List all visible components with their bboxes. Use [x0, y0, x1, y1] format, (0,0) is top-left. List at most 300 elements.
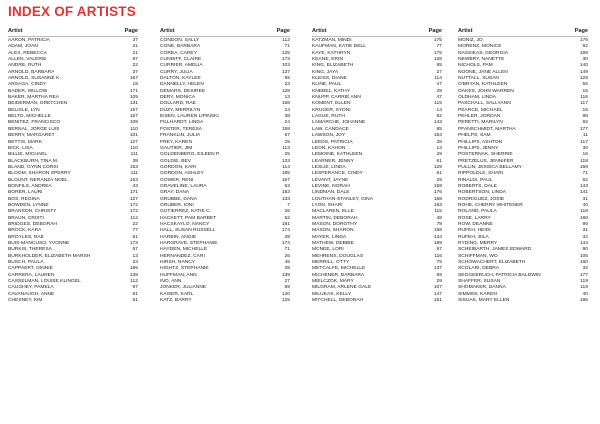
artist-name: BRANSON, CHRISTY — [8, 209, 57, 215]
artist-name: DUZY, MERRILYN — [160, 107, 201, 113]
artist-name: LEON, KAHON — [312, 145, 346, 151]
artist-name: GORDON, ASHLEY — [160, 171, 204, 177]
page-number: 19 — [132, 82, 138, 88]
page-number: 61 — [436, 171, 442, 177]
artist-name: BICK, LISA — [8, 145, 33, 151]
artist-name: ADAM, JOAN — [8, 44, 38, 50]
page-number: 173 — [129, 241, 138, 246]
artist-name: MASON, SHARON — [312, 228, 354, 234]
artist-name: NASSIKAS, GEORGIA — [458, 50, 509, 56]
artist-name: KAUFMAN, KATIE DELL — [312, 44, 366, 50]
page-number: 51 — [132, 234, 138, 240]
page-number: 7 — [287, 202, 290, 208]
page-number: 141 — [579, 190, 588, 196]
artist-name: MARTIN, DEBORAH — [312, 215, 358, 221]
page-number: 139 — [281, 272, 290, 278]
page-number: 16 — [582, 152, 588, 158]
page-number: 63 — [284, 183, 290, 189]
artist-name: MAYER, LINDA — [312, 234, 347, 240]
artist-name: RUFEH, JIILA — [458, 234, 489, 240]
artist-name: KNEBEL, KATHY — [312, 88, 350, 94]
artist-name: MORENZ, MONICE — [458, 44, 502, 50]
page-number: 181 — [281, 221, 290, 227]
page-number: 116 — [434, 253, 442, 259]
page-number: 26 — [284, 253, 290, 259]
page-number: 140 — [281, 291, 290, 297]
page-number: 14 — [436, 145, 442, 151]
artist-name: GRAY, DANA — [160, 190, 190, 196]
artist-name: ALLEN, VALERIE — [8, 57, 47, 63]
page-number: 140 — [579, 63, 588, 69]
artist-name: BETTIS, MARK — [8, 139, 42, 145]
artist-name: PEARCE, MICHAEL — [458, 107, 503, 113]
artist-name: GRAVELINE, LAURA — [160, 183, 207, 189]
page-number: 128 — [281, 88, 290, 94]
page-number: 186 — [579, 298, 588, 304]
artist-name: BENITEZ, FRANCISCO — [8, 120, 61, 126]
page-number: 110 — [130, 145, 138, 151]
artist-name: ROSE, LARRY — [458, 215, 491, 221]
artist-name: PASCHALL, SALLYANN — [458, 101, 511, 107]
artist-name: SCHEIBARTH, JAMES EDWARD — [458, 247, 532, 253]
artist-name: KLINE, PAUL — [312, 82, 342, 88]
page-number: 110 — [130, 126, 138, 132]
column-header — [458, 27, 588, 37]
page-number: 158 — [281, 126, 290, 132]
page-number: 51 — [132, 298, 138, 304]
artist-name: BUIS-MANCUSO, YVONNE — [8, 241, 70, 246]
page-number: 28 — [436, 139, 442, 145]
artist-name: BADER, WILLOW — [8, 88, 48, 94]
artist-name: SHOMAKER, DANNA — [458, 285, 506, 291]
artist-name: BOWDEN, LYNNE — [8, 202, 49, 208]
artist-name: CUNDIFF, CLAIRE — [160, 57, 202, 63]
page-number: 29 — [436, 177, 442, 183]
page-title: INDEX OF ARTISTS — [8, 4, 136, 19]
artist-name: CAPPAERT, GINNIE — [8, 266, 53, 272]
page-number: 157 — [129, 107, 138, 113]
artist-name: METCALFE, MICHELLE — [312, 266, 366, 272]
artist-name: DALTON, KAYLEE — [160, 76, 201, 82]
page-number: 87 — [132, 57, 138, 63]
page-number: 158 — [281, 101, 290, 107]
page-number: 77 — [436, 44, 442, 50]
artist-name: HALL, SUSAN RUSSELL — [160, 228, 216, 234]
page-number: 172 — [129, 202, 138, 208]
artist-name: ROBERTS, DALE — [458, 183, 498, 189]
artist-name: CURRY, JULIA — [160, 69, 193, 75]
artist-name: PULLIN, JESSICA BELLAMY — [458, 164, 522, 170]
page-number: 28 — [436, 88, 442, 94]
page-number: 114 — [282, 164, 290, 170]
page-number: 174 — [281, 241, 290, 246]
page-number: 26 — [284, 209, 290, 215]
page-number: 174 — [281, 228, 290, 234]
page-number: 112 — [130, 215, 138, 221]
page-number: 77 — [132, 228, 138, 234]
artist-name: ROHE, CHERRY WHITENER — [458, 202, 523, 208]
artist-name: LYON, SHARI — [312, 202, 343, 208]
artist-name: MIELCZOK, MARY — [312, 279, 354, 285]
index-entry — [160, 298, 290, 304]
page-number: 29 — [436, 152, 442, 158]
artist-name: ALEX, REBECCA — [8, 50, 47, 56]
page-number: 38 — [284, 114, 290, 120]
page-number: 113 — [282, 38, 290, 43]
page-number: 176 — [433, 190, 442, 196]
artist-name: BLOOM, SHARON SPERRY — [8, 171, 71, 177]
artist-name: NUTTALL, SUSAN — [458, 76, 499, 82]
page-number: 47 — [436, 82, 442, 88]
artist-header-label: Artist — [8, 28, 23, 34]
artist-name: KING, ELIZABETH — [312, 63, 354, 69]
page-number: 167 — [281, 177, 290, 183]
page-header-label: Page — [124, 28, 138, 34]
page-number: 160 — [579, 215, 588, 221]
artist-name: ARNOLD, SUSANNE K. — [8, 76, 61, 82]
artist-name: BELISLE, LYN — [8, 107, 40, 113]
index-column — [8, 27, 138, 304]
page-number: 111 — [130, 152, 138, 158]
artist-name: ROBERTSON, LINDA — [458, 190, 507, 196]
artist-name: JONKER, JULIANNE — [160, 285, 207, 291]
page-number: 157 — [129, 114, 138, 120]
artist-name: MASON, DOROTHY — [312, 221, 358, 227]
page-number: 32 — [582, 234, 588, 240]
page-number: 175 — [433, 38, 442, 43]
artist-name: LEARNER, JENNY — [312, 158, 354, 164]
page-number: 37 — [132, 38, 138, 43]
artist-name: PEHLER, JORDAN — [458, 114, 501, 120]
page-number: 75 — [436, 260, 442, 266]
page-number: 38 — [132, 158, 138, 164]
artist-name: MATHEW, DEBBIE — [312, 241, 354, 246]
page-number: 22 — [132, 221, 138, 227]
page-number: 52 — [284, 215, 290, 221]
page-number: 15 — [582, 88, 588, 94]
page-number: 23 — [132, 260, 138, 266]
page-number: 163 — [433, 202, 442, 208]
artist-name: ROW, DEANNE — [458, 221, 493, 227]
page-number: 159 — [433, 183, 442, 189]
page-number: 24 — [284, 120, 290, 126]
page-number: 57 — [132, 247, 138, 253]
page-number: 125 — [281, 298, 290, 304]
page-header-label: Page — [574, 28, 588, 34]
page-number: 48 — [436, 215, 442, 221]
page-number: 13 — [284, 95, 290, 101]
index-entry — [8, 298, 138, 304]
page-number: 171 — [129, 190, 138, 196]
column-header — [160, 27, 290, 37]
page-number: 24 — [284, 107, 290, 113]
artist-name: CAVANAUGH, ANNE — [8, 291, 55, 297]
page-number: 109 — [129, 120, 138, 126]
page-number: 117 — [580, 101, 588, 107]
artist-name: SIMMSS, KAREN — [458, 291, 497, 297]
page-number: 137 — [281, 69, 290, 75]
artist-name: BONFILS, ANDREA — [8, 183, 52, 189]
artist-name: SISUAK, MARY ELLEN — [458, 298, 510, 304]
artist-header-label: Artist — [160, 28, 175, 34]
artist-name: RINALDI, PAUL — [458, 177, 493, 183]
artist-name: KAISER, KARL — [160, 291, 194, 297]
artist-name: CURRIER, AMELIA — [160, 63, 203, 69]
artist-name: LAMARCHE, JOHANNE — [312, 120, 366, 126]
page-number: 82 — [436, 114, 442, 120]
page-number: 103 — [281, 63, 290, 69]
page-number: 153 — [129, 164, 138, 170]
page-number: 151 — [433, 298, 442, 304]
artist-name: GAUTIER, JIM — [160, 145, 193, 151]
page-number: 85 — [436, 126, 442, 132]
page-number: 134 — [433, 234, 442, 240]
page-number: 15 — [582, 107, 588, 113]
artist-name: KAYE, KATHRYN — [312, 50, 351, 56]
artist-name: BURKIS, THERESA — [8, 247, 52, 253]
artist-name: HUFFMAN, ANN — [160, 272, 197, 278]
artist-name: BUSCH, PAULA — [8, 260, 44, 266]
artist-name: HACKETT, PAM BARBET — [160, 215, 217, 221]
page-number: 153 — [129, 177, 138, 183]
page-number: 92 — [582, 44, 588, 50]
artist-name: LEVANT, JAYNE — [312, 177, 349, 183]
page-number: 171 — [129, 88, 138, 94]
page-number: 167 — [129, 76, 138, 82]
page-number: 143 — [433, 120, 442, 126]
artist-name: KEANE, ERIN — [312, 57, 343, 63]
artist-name: DOLLARD, RAE — [160, 101, 196, 107]
page-number: 115 — [434, 101, 442, 107]
artist-name: CONE, BARBARA — [160, 44, 201, 50]
artist-name: BLOUNT, NERANZA NOEL — [8, 177, 68, 183]
artist-name: CHESNEY, KIM — [8, 298, 43, 304]
artist-name: PERETTI, MARILYN — [458, 120, 503, 126]
column-header — [312, 27, 442, 37]
artist-name: MITCHELL, DEBORAH — [312, 298, 364, 304]
artist-name: FRANKLIN, JULIA — [160, 133, 201, 139]
artist-name: ROLAND, PAULA — [458, 209, 497, 215]
index-column — [312, 27, 442, 304]
artist-name: HARGRAVE, STEPHANIE — [160, 241, 218, 246]
artist-name: HIGHTZ, STEPHANIE — [160, 266, 209, 272]
page-number: 176 — [579, 38, 588, 43]
artist-name: FREY, KAREN — [160, 139, 192, 145]
page-number: 111 — [130, 171, 138, 177]
page-number: 14 — [436, 107, 442, 113]
index-column — [458, 27, 588, 304]
artist-name: LESPERANCE, CINDY — [312, 171, 363, 177]
artist-name: BILLIE, MICHAEL — [8, 152, 48, 158]
page-number: 45 — [284, 260, 290, 266]
page-number: 21 — [132, 44, 138, 50]
artist-name: PFANSCHMIDT, MARTHA — [458, 126, 516, 132]
artist-name: BOS, REGINA — [8, 196, 40, 202]
page-number: 133 — [281, 158, 290, 164]
page-number: 169 — [579, 50, 588, 56]
page-number: 89 — [284, 285, 290, 291]
artist-name: LEVINE, NORAH — [312, 183, 350, 189]
artist-name: SCHOWACHERT, ELIZABETH — [458, 260, 526, 266]
page-number: 147 — [433, 291, 442, 297]
page-number: 129 — [433, 164, 442, 170]
artist-name: BORER, LAURI — [8, 190, 43, 196]
page-header-label: Page — [428, 28, 442, 34]
artist-name: KOMENT, ELLEN — [312, 101, 351, 107]
artist-name: OLDHAM, LINDA — [458, 95, 497, 101]
page-number: 129 — [579, 76, 588, 82]
page-number: 11 — [582, 133, 588, 139]
artist-name: NOONE, JANE ALLEN — [458, 69, 508, 75]
page-number: 25 — [284, 152, 290, 158]
page-number: 119 — [580, 279, 588, 285]
page-header-label: Page — [276, 28, 290, 34]
page-number: 31 — [582, 196, 588, 202]
page-number: 128 — [433, 57, 442, 63]
artist-name: KRUGER, SYDNI — [312, 107, 351, 113]
artist-name: MERRILL, OTTY — [312, 260, 349, 266]
artist-name: GOLDIE, BEV — [160, 158, 191, 164]
page-number: 55 — [582, 82, 588, 88]
artist-name: GUTIERREZ, KATIE C. — [160, 209, 211, 215]
artist-name: GORDON, KARI — [160, 164, 197, 170]
page-number: 40 — [582, 291, 588, 297]
page-number: 118 — [580, 209, 588, 215]
page-number: 29 — [436, 279, 442, 285]
artist-name: MONIZ, JO — [458, 38, 483, 43]
artist-name: FILLHARDT, LINDA — [160, 120, 204, 126]
page-number: 23 — [284, 82, 290, 88]
artist-name: DERY, MONICA — [160, 95, 196, 101]
artist-name: LAWSON, JOY — [312, 133, 346, 139]
artist-name: KATZMAN, MINDI — [312, 38, 352, 43]
artist-name: LEMOINE, KATHLEEN — [312, 152, 363, 158]
page-number: 177 — [579, 126, 588, 132]
index-entry — [312, 298, 442, 304]
artist-name: KING, JAYA — [312, 69, 339, 75]
page-number: 119 — [580, 285, 588, 291]
page-number: 71 — [284, 247, 290, 253]
artist-name: HERNANDEZ, CARI — [160, 253, 205, 259]
page-number: 25 — [284, 139, 290, 145]
page-number: 173 — [281, 57, 290, 63]
page-number: 168 — [433, 196, 442, 202]
artist-name: FOSTER, TERESA — [160, 126, 203, 132]
artist-name: RUFEH, HEIDI — [458, 228, 491, 234]
page-number: 175 — [433, 50, 442, 56]
page-number: 133 — [281, 196, 290, 202]
index-entry — [458, 298, 588, 304]
artist-name: ANDRE, RUTH — [8, 63, 42, 69]
page-number: 144 — [579, 241, 588, 246]
artist-name: NEWBRY, NANETTE — [458, 57, 505, 63]
artist-name: BERNAL, JORGE LUIS — [8, 126, 60, 132]
page-number: 85 — [436, 63, 442, 69]
page-number: 40 — [582, 202, 588, 208]
page-number: 39 — [284, 234, 290, 240]
artist-name: KATZ, BARRY — [160, 298, 192, 304]
page-number: 62 — [582, 120, 588, 126]
artist-name: OAKES, JOHN WARREN — [458, 88, 514, 94]
artist-name: CASSELMAN, LOUISE KLINGEL — [8, 279, 81, 285]
artist-name: BAKER, MARTHA REA — [8, 95, 60, 101]
page-number: 185 — [129, 266, 138, 272]
artist-header-label: Artist — [312, 28, 327, 34]
artist-name: HAYDEN, MICHELLE — [160, 247, 208, 253]
artist-name: MILGRAM, ARLENE GALE — [312, 285, 372, 291]
page-number: 154 — [433, 133, 442, 139]
artist-name: DANNELLY, HELEN — [160, 82, 204, 88]
artist-name: GRUBBE, DANA — [160, 196, 197, 202]
page-number: 127 — [129, 196, 138, 202]
page-number: 101 — [129, 133, 138, 139]
page-number: 125 — [281, 50, 290, 56]
page-number: 32 — [582, 266, 588, 272]
page-number: 107 — [433, 285, 442, 291]
page-number: 109 — [129, 95, 138, 101]
artist-name: PHILLIPS, JENNY — [458, 145, 499, 151]
artist-name: EISEN, LAUREN LIPINSKI — [160, 114, 219, 120]
artist-name: CONDON, SALLY — [160, 38, 200, 43]
artist-name: SCOLARI, DEBRA — [458, 266, 500, 272]
artist-name: ARNOLD, BARBARA — [8, 69, 55, 75]
artist-name: PHILLIPS, ASHTON — [458, 139, 503, 145]
page-number: 13 — [132, 253, 138, 259]
page-number: 183 — [281, 190, 290, 196]
page-number: 127 — [129, 139, 138, 145]
artist-name: BROYLES, RAE — [8, 234, 44, 240]
page-number: 149 — [579, 69, 588, 75]
page-number: 43 — [132, 183, 138, 189]
artist-name: SHAFFER, SUSAN — [458, 279, 501, 285]
artist-name: BELTO, MICHELLE — [8, 114, 51, 120]
artist-name: HIRSH, NANCY — [160, 260, 196, 266]
artist-name: LEEDS, PATRICIA — [312, 139, 353, 145]
artist-name: AARON, PATRICIA — [8, 38, 50, 43]
page-number: 22 — [132, 63, 138, 69]
page-number: 37 — [132, 69, 138, 75]
page-number: 160 — [579, 260, 588, 266]
page-number: 67 — [284, 133, 290, 139]
artist-name: CAUGHEY, PAMELA — [8, 285, 54, 291]
artist-name: MEHRENS, DOUGLAS — [312, 253, 364, 259]
artist-name: O'BRYAN, KATHLEEN — [458, 82, 508, 88]
page-number: 59 — [436, 272, 442, 278]
artist-name: HACSKAYLO, NANCY — [160, 221, 210, 227]
artist-name: PRETZELUS, JENNIFER — [458, 158, 514, 164]
artist-name: BLACKBURN, TINA M. — [8, 158, 59, 164]
page-number: 131 — [129, 101, 138, 107]
artist-name: MILUKAS, KELLY — [312, 291, 352, 297]
column-header — [8, 27, 138, 37]
artist-name: POSTERNAK, SHERRIE — [458, 152, 513, 158]
page-number: 115 — [434, 209, 442, 215]
artist-name: BEIDERMAN, GRETCHEN — [8, 101, 68, 107]
artist-name: COREA, CAREY — [160, 50, 197, 56]
page-number: 117 — [580, 139, 588, 145]
artist-name: GOWER, RENI — [160, 177, 194, 183]
page-number: 172 — [129, 209, 138, 215]
artist-name: GOLDENBERG, EILEEN P. — [160, 152, 220, 158]
artist-name: INO, ANN — [160, 279, 182, 285]
artist-name: LESLIE, LINDA — [312, 164, 346, 170]
artist-name: LINDMAN, DALE — [312, 190, 350, 196]
artist-name: ARSAGA, CINDY — [8, 82, 47, 88]
artist-name: NICHOLS, PAM — [458, 63, 493, 69]
page-number: 177 — [579, 272, 588, 278]
artist-name: BROCK, KARA — [8, 228, 42, 234]
artist-name: KLEISS, DIANE — [312, 76, 347, 82]
